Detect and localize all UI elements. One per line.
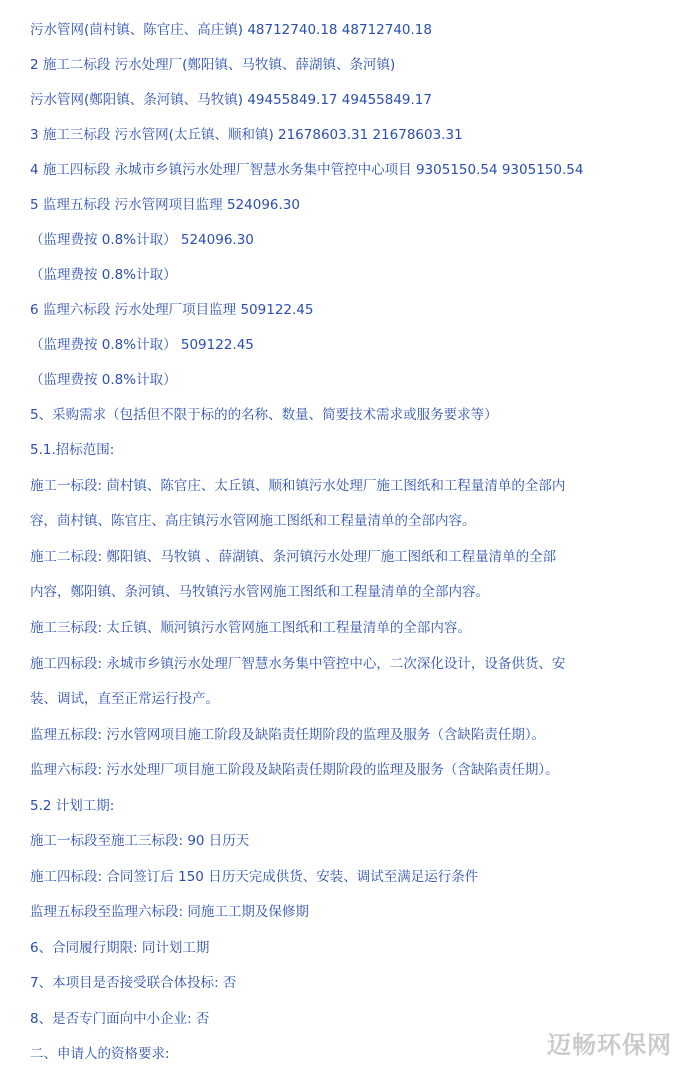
text-line: 装、调试，直至正常运行投产。 xyxy=(30,691,219,707)
text-line: 监理五标段: 污水管网项目施工阶段及缺陷责任期阶段的监理及服务（含缺陷责任期）。 xyxy=(30,727,546,743)
text-line: （监理费按 0.8%计取） xyxy=(30,372,177,388)
text-line: 施工四标段: 永城市乡镇污水处理厂智慧水务集中管控中心，二次深化设计，设备供货、安 xyxy=(30,656,566,672)
section-heading: 二、申请人的资格要求: xyxy=(30,1046,170,1062)
text-line: 5 监理五标段 污水管网项目监理 524096.30 xyxy=(30,197,300,213)
text-line: 监理六标段: 污水处理厂项目施工阶段及缺陷责任期阶段的监理及服务（含缺陷责任期）。 xyxy=(30,762,559,778)
text-line: 6 监理六标段 污水处理厂项目监理 509122.45 xyxy=(30,302,314,318)
text-line: 施工一标段至施工三标段: 90 日历天 xyxy=(30,833,250,849)
text-line: 8、是否专门面向中小企业: 否 xyxy=(30,1011,210,1027)
text-line: 施工一标段: 茴村镇、陈官庄、太丘镇、顺和镇污水处理厂施工图纸和工程量清单的全部内 xyxy=(30,478,566,494)
text-line: 施工二标段: 鄭阳镇、马牧镇 、薛湖镇、条河镇污水处理厂施工图纸和工程量清单的全部 xyxy=(30,549,557,565)
text-line: 污水管网(茴村镇、陈官庄、高庄镇) 48712740.18 48712740.18 xyxy=(30,22,432,38)
subsection-heading: 5.2 计划工期: xyxy=(30,798,115,814)
text-line: 7、本项目是否接受联合体投标: 否 xyxy=(30,975,237,991)
text-line: （监理费按 0.8%计取） 509122.45 xyxy=(30,337,254,353)
section-heading: 5、采购需求（包括但不限于标的的名称、数量、简要技术需求或服务要求等） xyxy=(30,407,498,423)
text-line: 监理五标段至监理六标段: 同施工工期及保修期 xyxy=(30,904,309,920)
text-line: 4 施工四标段 永城市乡镇污水处理厂智慧水务集中管控中心项目 9305150.54 9305150.54 xyxy=(30,162,584,178)
text-line: 污水管网(鄭阳镇、条河镇、马牧镇) 49455849.17 49455849.17 xyxy=(30,92,432,108)
text-line: 6、合同履行期限: 同计划工期 xyxy=(30,940,210,956)
text-line: 施工四标段: 合同签订后 150 日历天完成供货、安装、调试至满足运行条件 xyxy=(30,869,479,885)
text-line: 3 施工三标段 污水管网(太丘镇、顺和镇) 21678603.31 21678603.31 xyxy=(30,127,463,143)
text-line: （监理费按 0.8%计取） xyxy=(30,267,177,283)
text-line: 2 施工二标段 污水处理厂(鄭阳镇、马牧镇、薛湖镇、条河镇) xyxy=(30,57,396,73)
text-line: 内容，鄭阳镇、条河镇、马牧镇污水管网施工图纸和工程量清单的全部内容。 xyxy=(30,584,489,600)
text-line: 施工三标段: 太丘镇、顺河镇污水管网施工图纸和工程量清单的全部内容。 xyxy=(30,620,471,636)
text-line: 容，茴村镇、陈官庄、高庄镇污水管网施工图纸和工程量清单的全部内容。 xyxy=(30,513,476,529)
watermark-logo: 迈畅环保网 xyxy=(547,1031,672,1059)
text-line: （监理费按 0.8%计取） 524096.30 xyxy=(30,232,254,248)
subsection-heading: 5.1.招标范围: xyxy=(30,442,115,458)
